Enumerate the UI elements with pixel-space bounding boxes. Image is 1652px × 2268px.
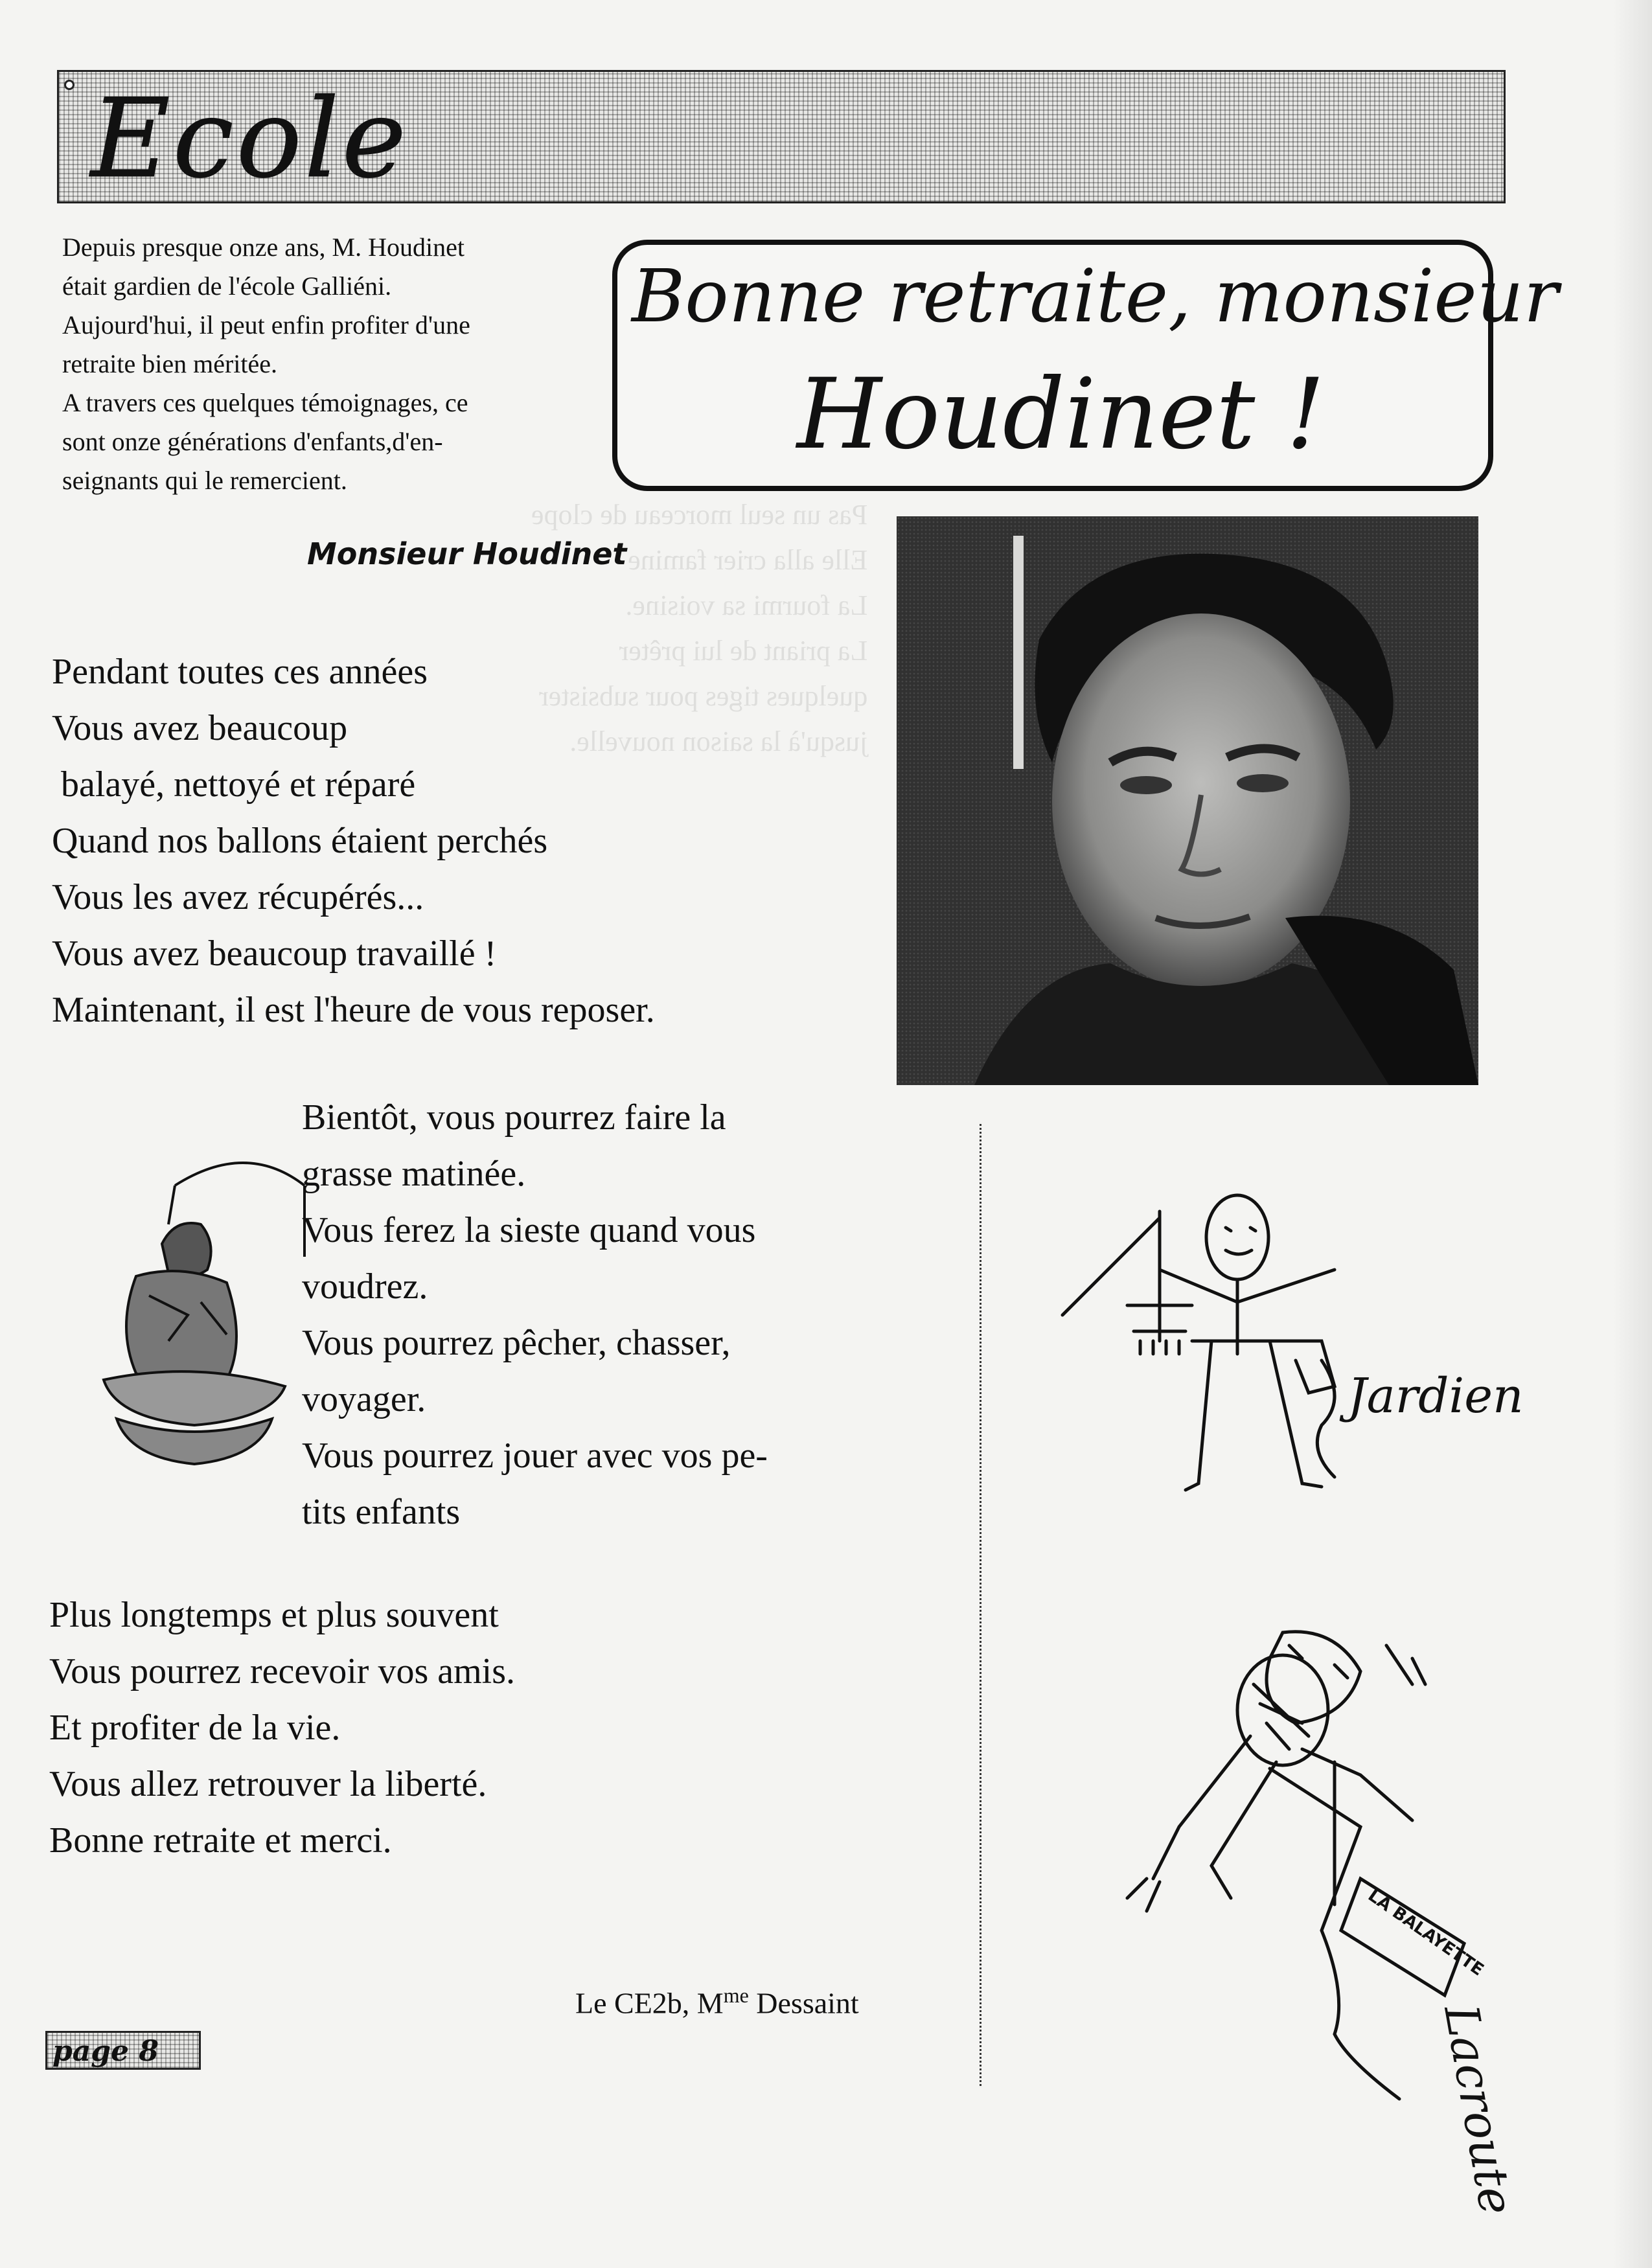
poem-stanza-2 [302, 1090, 768, 1541]
drawing-sign-text: LA BALAYETTE [1364, 1886, 1487, 1980]
caretaker-drawing [998, 1179, 1568, 2216]
poem-line: Vous avez beaucoup travaillé ! [52, 934, 497, 974]
pin-icon [64, 80, 75, 90]
intro-line: sont onze générations d'enfants,d'en- [62, 427, 443, 456]
page-edge-shadow [1613, 0, 1652, 2268]
poem-line: Pendant toutes ces années [52, 652, 428, 692]
intro-line: Aujourd'hui, il peut enfin profiter d'une [62, 310, 470, 339]
poem-line: Plus longtemps et plus souvent [49, 1595, 499, 1635]
bleed-through-texture: Pas un seul morceau de clope Elle alla crier famine La fourmi sa voisine. La priant de lui prêter quelques tiges pour subsister jusqu'à la saison nouvelle. [531, 499, 868, 757]
poem-title: Monsieur Houdinet [307, 536, 627, 571]
column-divider [980, 1124, 981, 2086]
poem-line: Maintenant, il est l'heure de vous reposer. [52, 990, 655, 1030]
drawing-label-lacroute: Lacroute [1434, 2000, 1524, 2216]
poem-line: voyager. [302, 1379, 426, 1419]
poem-line: Vous pourrez recevoir vos amis. [49, 1651, 516, 1691]
poem-line: tits enfants [302, 1492, 461, 1532]
poem-line: Vous pourrez jouer avec vos pe- [302, 1436, 768, 1476]
stick-figure-illustration [998, 1179, 1568, 2216]
signature-main: Le CE2b, M [575, 1986, 724, 2020]
poem-line: Bonne retraite et merci. [49, 1820, 392, 1861]
poem-line: Vous ferez la sieste quand vous [302, 1210, 756, 1250]
drawing-label-jardien: Jardien [1348, 1368, 1524, 1424]
section-title: Ecole [91, 75, 409, 202]
intro-line: A travers ces quelques témoignages, ce [62, 388, 468, 417]
poem-line: Quand nos ballons étaient perchés [52, 821, 548, 861]
intro-line: retraite bien méritée. [62, 349, 278, 378]
poem-line: Bientôt, vous pourrez faire la [302, 1097, 726, 1138]
signature-name: Dessaint [748, 1986, 859, 2020]
poem-line: Vous pourrez pêcher, chasser, [302, 1323, 731, 1363]
poem-line: balayé, nettoyé et réparé [52, 764, 416, 805]
poem-stanza-3 [49, 1587, 515, 1869]
page-number: page 8 [45, 2031, 201, 2070]
fisherman-illustration [78, 1147, 311, 1483]
intro-line: seignants qui le remercient. [62, 466, 347, 495]
signature-superscript: me [723, 1984, 749, 2007]
intro-line: Depuis presque onze ans, M. Houdinet [62, 233, 465, 262]
poem-line: Et profiter de la vie. [49, 1708, 341, 1748]
poem-line: Vous avez beaucoup [52, 708, 348, 748]
fisherman-icon [78, 1147, 311, 1483]
intro-line: était gardien de l'école Galliéni. [62, 271, 392, 301]
poem-stanza-1 [52, 644, 655, 1038]
headline-line-2: Houdinet ! [797, 358, 1325, 471]
headline-line-1: Bonne retraite, monsieur [632, 255, 1559, 339]
poem-line: Vous allez retrouver la liberté. [49, 1764, 487, 1804]
poem-line: voudrez. [302, 1266, 428, 1307]
portrait-image [897, 516, 1478, 1085]
portrait-photo [897, 516, 1478, 1085]
intro-paragraph [62, 228, 606, 500]
poem-signature [575, 1984, 859, 2020]
poem-line: Vous les avez récupérés... [52, 877, 424, 917]
poem-line: grasse matinée. [302, 1154, 526, 1194]
